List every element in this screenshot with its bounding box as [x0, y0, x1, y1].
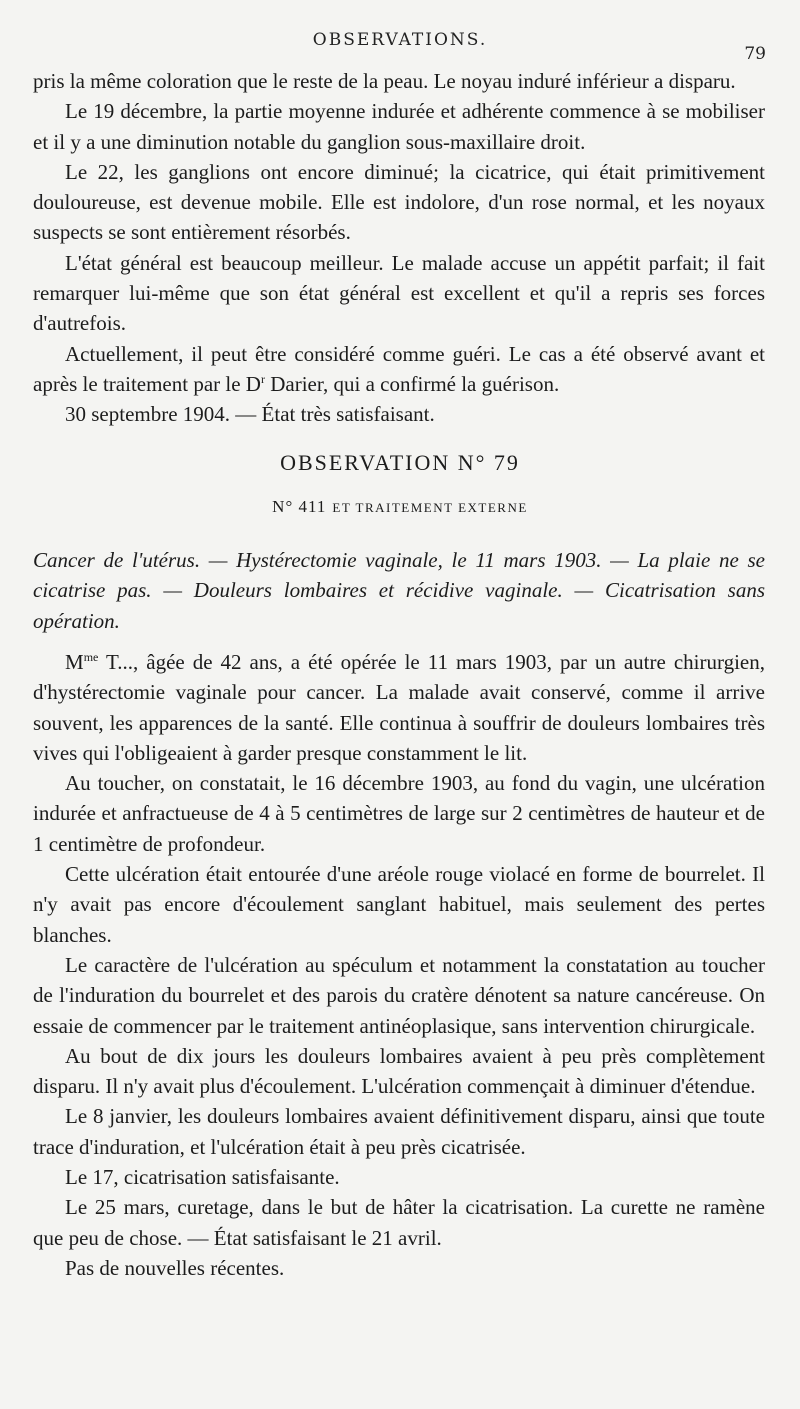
paragraph: L'état général est beaucoup meilleur. Le malade accuse un appétit parfait; il fait remarquer lui-même que son état général est excellent et qu'il a repris ses forces d'autrefois.	[33, 250, 765, 336]
paragraph	[33, 339, 765, 400]
subtitle-text: ET TRAITEMENT EXTERNE	[332, 500, 528, 515]
paragraph: Le 17, cicatrisation satisfaisante.	[65, 1165, 340, 1190]
subtitle-number: N° 411	[272, 497, 327, 516]
paragraph-text: Darier, qui a confirmé la guérison.	[264, 371, 560, 396]
observation-subtitle	[0, 497, 800, 517]
paragraph-text: T..., âgée de 42 ans, a été opérée le 11 mars 1903, par un autre chirurgien, d'hystérectomie vaginale pour cancer. La malade avait conservé, comme il arrive souvent, les apparences de la santé. Elle continua à souffrir de douleurs lombaires très vives qui l'obligeaient à garder presque constamment le lit.	[33, 650, 765, 765]
paragraph: Le 19 décembre, la partie moyenne indurée et adhérente commence à se mobiliser et il y a une diminution notable du ganglion sous-maxillaire droit.	[33, 99, 765, 154]
continuation-text	[33, 66, 765, 430]
paragraph: 30 septembre 1904. — État très satisfaisant.	[65, 402, 435, 427]
observation-title: OBSERVATION N° 79	[280, 450, 520, 475]
paragraph: Pas de nouvelles récentes.	[65, 1255, 285, 1280]
paragraph: Le caractère de l'ulcération au spéculum et notamment la constatation au toucher de l'induration du bourrelet et des parois du cratère dénotent sa nature cancéreuse. On essaie de commencer par le traitement antinéoplasique, sans intervention chirurgicale.	[33, 952, 765, 1038]
paragraph-text: Actuellement, il peut être considéré comme guéri. Le cas a été observé avant et après le traitement par le D	[33, 341, 765, 396]
paragraph	[33, 647, 765, 768]
page-number: 79	[744, 44, 766, 64]
superscript: r	[260, 371, 265, 386]
observation-body	[33, 647, 765, 1283]
observation-summary	[33, 545, 765, 636]
paragraph: Cette ulcération était entourée d'une aréole rouge violacé en forme de bourrelet. Il n'y avait pas encore d'écoulement sanglant habituel, mais seulement des pertes blanches.	[33, 862, 765, 947]
paragraph: Le 8 janvier, les douleurs lombaires avaient définitivement disparu, ainsi que toute trace d'induration, et l'ulcération était à peu près cicatrisée.	[33, 1104, 765, 1159]
paragraph: Au toucher, on constatait, le 16 décembre 1903, au fond du vagin, une ulcération indurée et anfractueuse de 4 à 5 centimètres de large sur 2 centimètres de hauteur et de 1 centimètre de profondeur.	[33, 771, 765, 856]
paragraph: Au bout de dix jours les douleurs lombaires avaient à peu près complètement disparu. Il n'y avait plus d'écoulement. L'ulcération commençait à diminuer d'étendue.	[33, 1043, 765, 1099]
summary-text: Cancer de l'utérus. — Hystérectomie vaginale, le 11 mars 1903. — La plaie ne se cicatrise pas. — Douleurs lombaires et récidive vaginale. — Cicatrisation sans opération.	[33, 548, 765, 633]
paragraph-text: M	[65, 650, 84, 674]
running-head-title: OBSERVATIONS.	[312, 30, 488, 50]
superscript: me	[83, 650, 99, 664]
paragraph: Le 25 mars, curetage, dans le but de hâter la cicatrisation. La curette ne ramène que peu de chose. — État satisfaisant le 21 avril.	[33, 1195, 765, 1250]
paragraph: pris la même coloration que le reste de la peau. Le noyau induré inférieur a disparu.	[33, 69, 736, 93]
paragraph: Le 22, les ganglions ont encore diminué; la cicatrice, qui était primitivement douloureuse, est devenue mobile. Elle est indolore, d'un rose normal, et les noyaux suspects se sont entièrement résorbés.	[33, 159, 765, 245]
